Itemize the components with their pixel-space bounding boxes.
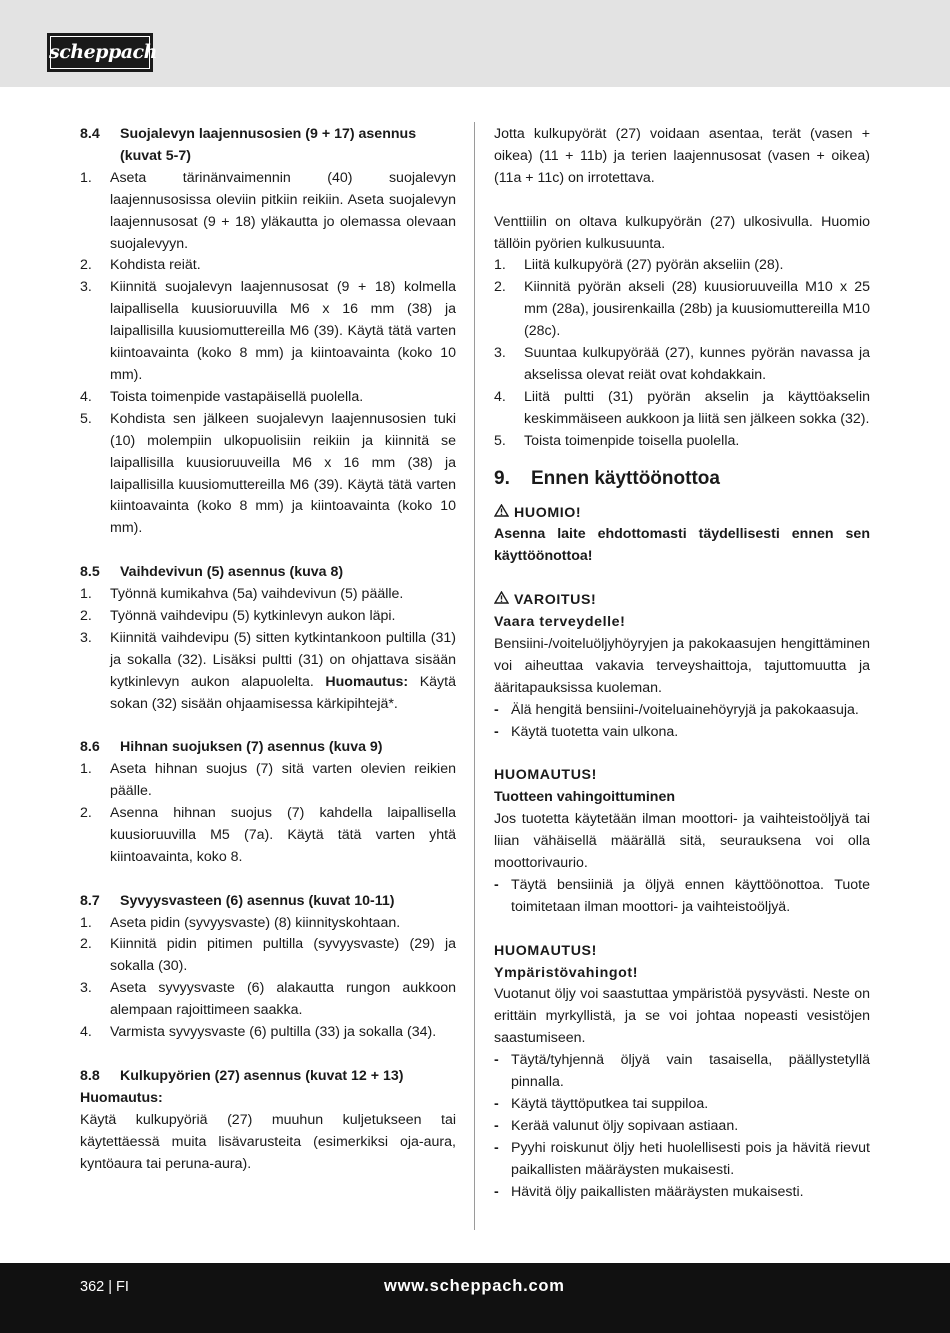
warning-subtitle: Vaara terveydelle! <box>494 614 626 631</box>
column-divider <box>474 122 475 1230</box>
page-header <box>0 0 950 87</box>
paragraph: Venttiilin on oltava kulkupyörän (27) ulkosivulla. Huomio tällöin pyörien kulkusuunta. <box>494 213 870 252</box>
list-item: 3. Aseta syvyysvaste (6) alakautta rungon aukkoon alempaan rajoittimeen saakka. <box>80 980 456 1019</box>
note-label: Huomautus: <box>325 673 409 690</box>
warning-text: Bensiini-/voiteluöljyhöyryjen ja pakokaasujen hengittäminen voi aiheuttaa vakavia terveyshaittoja, tajuttomuutta ja ääritapauksissa kuoleman. <box>494 636 870 696</box>
list-item: 2. Asenna hihnan suojus (7) kahdella laipallisella kuusioruuvilla M5 (7a). Käytä tätä varten yhtä kiintoavainta, koko 8. <box>80 805 456 865</box>
page-number: 362 | FI <box>80 1279 129 1295</box>
section-title-8-4: 8.4 Suojalevyn laajennusosien (9 + 17) asennus (kuvat 5-7) <box>80 126 417 164</box>
attention-text: Asenna laite ehdottomasti täydellisesti ennen sen käyttöönottoa! <box>494 526 870 565</box>
section-title-8-5: 8.5 Vaihdevivun (5) asennus (kuva 8) <box>80 564 344 581</box>
list-item: 2. Työnnä vaihdevipu (5) kytkinlevyn aukon läpi. <box>80 607 396 624</box>
section-title-8-8: 8.8 Kulkupyörien (27) asennus (kuvat 12 + 13) <box>80 1067 404 1084</box>
list-item: 5. Toista toimenpide toisella puolella. <box>494 432 740 449</box>
left-column <box>80 124 456 1175</box>
list-item: 4. Varmista syvyysvaste (6) pultilla (33) ja sokalla (34). <box>80 1024 437 1041</box>
list-item: - Käytä täyttöputkea tai suppiloa. <box>494 1096 709 1112</box>
paragraph: Jotta kulkupyörät (27) voidaan asentaa, terät (vasen + oikea) (11 + 11b) ja terien laajennusosat (vasen + oikea) (11a + 11c) on irrotettava. <box>494 126 870 186</box>
list-item: 3. Kiinnitä suojalevyn laajennusosat (9 + 18) kolmella laipallisella kuusioruuvilla M6 x 16 mm (38) ja laipallisilla kuusiomuttereilla M6 (39). Käytä tätä varten kiintoavainta (koko 8 mm) ja kiintoavainta (koko 10 mm). <box>80 279 456 383</box>
list-item: - Älä hengitä bensiini-/voiteluainehöyryjä ja pakokaasuja. <box>494 701 859 718</box>
chapter-title: 9. Ennen käyttöönottoa <box>494 467 720 489</box>
list-item: 3. Suuntaa kulkupyörää (27), kunnes pyörän navassa ja akselissa olevat reiät ovat kohdakkain. <box>494 345 870 383</box>
list-item: - Käytä tuotetta vain ulkona. <box>494 723 679 740</box>
section-8-4-steps <box>80 168 456 540</box>
list-item: 1. Liitä kulkupyörä (27) pyörän akseliin (28). <box>494 257 784 274</box>
warning-heading: VAROITUS! <box>494 590 870 612</box>
attention-heading: HUOMIO! <box>494 503 870 525</box>
warning-triangle-icon <box>494 503 510 525</box>
section-title-8-7: 8.7 Syvyysvasteen (6) asennus (kuvat 10-11) <box>80 892 395 909</box>
list-item: 1. Aseta pidin (syvyysvaste) (8) kiinnityskohtaan. <box>80 914 401 931</box>
list-item: 4. Liitä pultti (31) pyörän akselin ja käyttöakselin keskimmäiseen aukkoon ja liitä sen jälkeen sokka (32). <box>494 388 870 427</box>
notice-subtitle: Ympäristövahingot! <box>494 964 639 981</box>
list-item: 1. Aseta hihnan suojus (7) sitä varten olevien reikien päälle. <box>80 761 456 800</box>
notice-text: Vuotanut öljy voi saastuttaa ympäristöä pysyvästi. Neste on erittäin myrkyllistä, ja se voi johtaa nopeasti vesistöjen saastumiseen. <box>494 986 870 1047</box>
list-item: 1. Aseta tärinänvaimennin (40) suojalevyn laajennusosissa oleviin pitkiin reikiin. Aseta suojalevyn laajennusosat (9 + 18) yläkautta jo olemassa olevaan suojalevyyn. <box>80 169 456 252</box>
notice-heading: HUOMAUTUS! <box>494 942 597 959</box>
right-column <box>494 124 870 1204</box>
list-item: 3. Kiinnitä vaihdevipu (5) sitten kytkintankoon pultilla (31) ja sokalla (32). Lisäksi pultti (31) on ohjattava sisään kytkinlevyn aukon alapuolelta. Huomautus: Käytä sokan (32) sisään ohjaamisessa kärkipihtejä*. <box>80 629 456 712</box>
list-item: - Pyyhi roiskunut öljy heti huolellisesti pois ja hävitä rievut paikallisten määräysten mukaisesti. <box>494 1139 870 1178</box>
list-item: 1. Työnnä kumikahva (5a) vaihdevivun (5) päälle. <box>80 586 404 603</box>
list-item: - Hävitä öljy paikallisten määräysten mukaisesti. <box>494 1183 804 1200</box>
page-footer <box>0 1263 950 1333</box>
scheppach-logo <box>47 33 157 72</box>
list-item: - Kerää valunut öljy sopivaan astiaan. <box>494 1117 739 1134</box>
warning-triangle-icon <box>494 590 510 612</box>
note-label: Huomautus: <box>80 1089 163 1106</box>
note-text: Käytä kulkupyöriä (27) muuhun kuljetukseen tai käytettäessä muita lisävarusteita (esimerkiksi oja-aura, kyntöaura tai peruna-aura). <box>80 1111 456 1172</box>
list-item: 2. Kiinnitä pidin pitimen pultilla (syvyysvaste) (29) ja sokalla (30). <box>80 936 456 975</box>
notice-subtitle: Tuotteen vahingoittuminen <box>494 789 676 806</box>
notice-heading: HUOMAUTUS! <box>494 767 597 784</box>
notice-text: Jos tuotetta käytetään ilman moottori- ja vaihteistoöljyä tai liian vähäisellä määrällä sitä, seurauksena voi olla moottorivaurio. <box>494 811 870 872</box>
website-link[interactable]: www.scheppach.com <box>384 1277 565 1295</box>
list-item: - Täytä bensiiniä ja öljyä ennen käyttöönottoa. Tuote toimitetaan ilman moottori- ja vaihteistoöljyä. <box>494 876 870 915</box>
list-item: 2. Kiinnitä pyörän akseli (28) kuusioruuveilla M10 x 25 mm (28a), jousirenkailla (28b) ja kuusiomuttereilla M10 (28c). <box>494 279 870 340</box>
section-title-8-6: 8.6 Hihnan suojuksen (7) asennus (kuva 9) <box>80 739 383 756</box>
logo-text: scheppach <box>49 41 157 63</box>
list-item: 4. Toista toimenpide vastapäisellä puolella. <box>80 388 364 405</box>
list-item: 5. Kohdista sen jälkeen suojalevyn laajennusosien tuki (10) molempiin ulkopuolisiin reikiin ja kiinnitä se laipallisilla kuusioruuveilla M6 x 16 mm (38) ja laipallisilla kuusiomuttereilla M6 (39). Käytä tätä varten kiintoavainta (koko 8 mm) ja kiintoavainta (koko 10 mm). <box>80 410 456 537</box>
list-item: - Täytä/tyhjennä öljyä vain tasaisella, päällystetyllä pinnalla. <box>494 1052 870 1091</box>
list-item: 2. Kohdista reiät. <box>80 257 201 274</box>
